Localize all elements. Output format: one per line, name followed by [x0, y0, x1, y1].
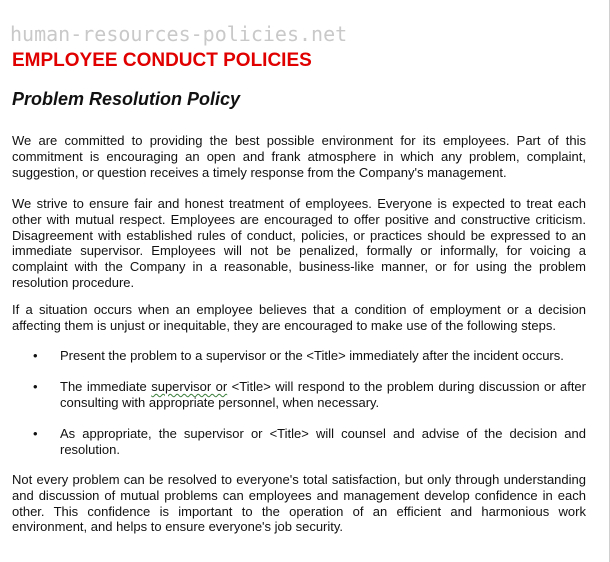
- list-item-text: [60, 426, 586, 458]
- bullet-icon: •: [33, 348, 38, 363]
- site-watermark: human-resources-policies.net: [10, 22, 348, 46]
- fair-treatment-paragraph: We strive to ensure fair and honest treatment of employees. Everyone is expected to treat each other with mutual respect. Employees are encouraged to offer positive and constructive criticism. Disagreement with established rules of conduct, policies, or practices should be expressed to an immediate supervisor. Employees will not be penalized, formally or informally, for voicing a complaint with the Company in a reasonable, business-like manner, or for using the problem resolution procedure.: [12, 196, 586, 290]
- list-item-text-part: Present the problem to a supervisor or the <Title> immediately after the incident occurs.: [60, 348, 564, 363]
- list-item-text: [60, 348, 586, 364]
- list-item-text-part: As appropriate, the supervisor or <Title> will counsel and advise of the decision and resolution.: [60, 426, 586, 457]
- closing-paragraph: Not every problem can be resolved to everyone's total satisfaction, but only through understanding and discussion of mutual problems can employees and management develop confidence in each other. This confidence is important to the operation of an efficient and harmonious work environment, and helps to ensure everyone's job security.: [12, 472, 586, 535]
- list-item-text: [60, 379, 586, 411]
- list-item-text-part: <Title> will respond to the problem during discussion or after consulting with appropriate personnel, when necessary.: [60, 379, 586, 410]
- bullet-icon: •: [33, 426, 38, 441]
- bullet-icon: •: [33, 379, 38, 394]
- steps-intro-paragraph: If a situation occurs when an employee believes that a condition of employment or a decision affecting them is unjust or inequitable, they are encouraged to make use of the following steps.: [12, 302, 586, 333]
- intro-paragraph: We are committed to providing the best possible environment for its employees. Part of this commitment is encouraging an open and frank atmosphere in which any problem, complaint, suggestion, or question receives a timely response from the Company's management.: [12, 133, 586, 180]
- spellcheck-flagged-text[interactable]: supervisor or: [151, 379, 228, 394]
- list-item-text-part: The immediate: [60, 379, 152, 394]
- policy-title: Problem Resolution Policy: [12, 89, 241, 109]
- document-heading: EMPLOYEE CONDUCT POLICIES: [12, 50, 312, 71]
